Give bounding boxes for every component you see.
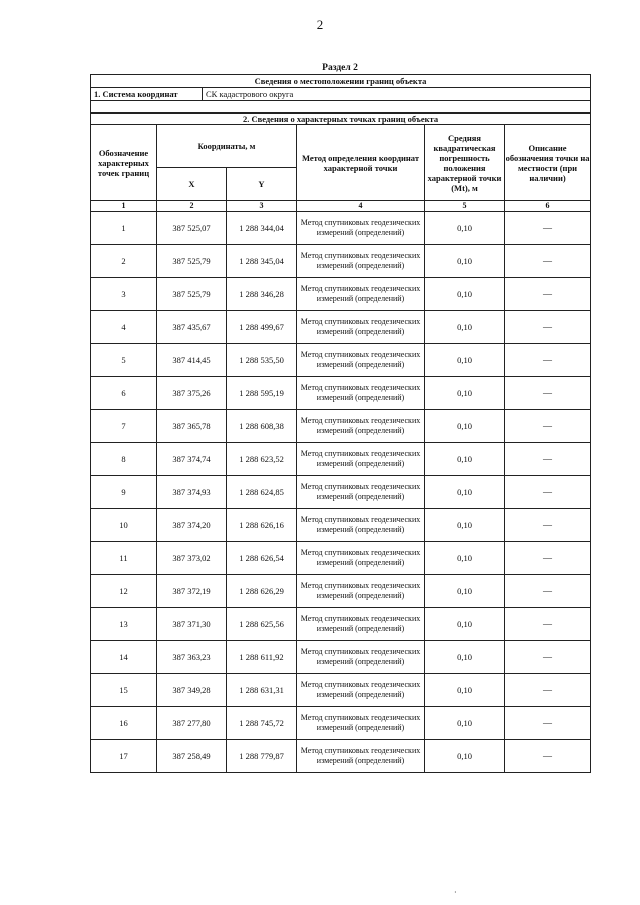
coord-x: 387 525,79 [157,278,227,311]
point-number: 7 [91,410,157,443]
point-number: 6 [91,377,157,410]
point-number: 17 [91,740,157,773]
coord-y: 1 288 779,87 [227,740,297,773]
accuracy-mt: 0,10 [425,278,505,311]
point-number: 10 [91,509,157,542]
table-row [91,344,591,377]
header-coordinates: Координаты, м [157,125,297,168]
point-description: — [505,740,591,773]
point-description: — [505,509,591,542]
accuracy-mt: 0,10 [425,641,505,674]
coord-x: 387 349,28 [157,674,227,707]
coord-x: 387 372,19 [157,575,227,608]
coord-y: 1 288 346,28 [227,278,297,311]
coord-y: 1 288 345,04 [227,245,297,278]
point-number: 16 [91,707,157,740]
table-row [91,542,591,575]
table-row [91,641,591,674]
accuracy-mt: 0,10 [425,707,505,740]
method: Метод спутниковых геодезических измерений (определений) [297,311,425,344]
table-row [91,608,591,641]
table-row [91,377,591,410]
table-row [91,410,591,443]
coord-x: 387 435,67 [157,311,227,344]
coord-y: 1 288 626,16 [227,509,297,542]
coord-x: 387 363,23 [157,641,227,674]
method: Метод спутниковых геодезических измерений (определений) [297,707,425,740]
method: Метод спутниковых геодезических измерений (определений) [297,674,425,707]
point-number: 14 [91,641,157,674]
col-number: 3 [227,201,297,212]
coord-x: 387 374,20 [157,509,227,542]
point-number: 12 [91,575,157,608]
table-row [91,575,591,608]
coord-y: 1 288 625,56 [227,608,297,641]
point-description: — [505,707,591,740]
point-number: 13 [91,608,157,641]
point-number: 5 [91,344,157,377]
method: Метод спутниковых геодезических измерений (определений) [297,410,425,443]
coord-y: 1 288 626,54 [227,542,297,575]
accuracy-mt: 0,10 [425,509,505,542]
accuracy-mt: 0,10 [425,674,505,707]
point-number: 1 [91,212,157,245]
method: Метод спутниковых геодезических измерений (определений) [297,641,425,674]
header-y: Y [227,168,297,201]
location-table [90,74,591,113]
header-method: Метод определения координат характерной точки [297,125,425,201]
table-row [91,707,591,740]
point-number: 9 [91,476,157,509]
coord-y: 1 288 499,67 [227,311,297,344]
method: Метод спутниковых геодезических измерений (определений) [297,278,425,311]
coord-system-label: 1. Система координат [91,88,203,101]
table-row [91,509,591,542]
location-title: Сведения о местоположении границ объекта [91,75,591,88]
coord-y: 1 288 745,72 [227,707,297,740]
point-description: — [505,278,591,311]
method: Метод спутниковых геодезических измерений (определений) [297,740,425,773]
header-x: X [157,168,227,201]
header-description: Описание обозначения точки на местности (при наличии) [505,125,591,201]
points-section-title: 2. Сведения о характерных точках границ объекта [91,114,591,125]
coord-x: 387 365,78 [157,410,227,443]
point-description: — [505,410,591,443]
coord-x: 387 525,07 [157,212,227,245]
table-row [91,245,591,278]
coord-x: 387 525,79 [157,245,227,278]
method: Метод спутниковых геодезических измерений (определений) [297,476,425,509]
point-number: 2 [91,245,157,278]
accuracy-mt: 0,10 [425,575,505,608]
point-description: — [505,344,591,377]
coord-y: 1 288 608,38 [227,410,297,443]
points-table [90,113,591,773]
table-row [91,476,591,509]
accuracy-mt: 0,10 [425,212,505,245]
accuracy-mt: 0,10 [425,443,505,476]
table-row [91,212,591,245]
col-number: 5 [425,201,505,212]
point-description: — [505,212,591,245]
accuracy-mt: 0,10 [425,410,505,443]
accuracy-mt: 0,10 [425,377,505,410]
spacer-row [91,101,591,113]
coord-y: 1 288 344,04 [227,212,297,245]
method: Метод спутниковых геодезических измерений (определений) [297,608,425,641]
table-row [91,443,591,476]
method: Метод спутниковых геодезических измерений (определений) [297,245,425,278]
coord-y: 1 288 624,85 [227,476,297,509]
col-number: 2 [157,201,227,212]
accuracy-mt: 0,10 [425,740,505,773]
point-number: 8 [91,443,157,476]
coord-x: 387 374,93 [157,476,227,509]
header-accuracy: Средняя квадратическая погрешность положения характерной точки (Mt), м [425,125,505,201]
point-description: — [505,311,591,344]
table-row [91,311,591,344]
point-description: — [505,674,591,707]
point-description: — [505,641,591,674]
method: Метод спутниковых геодезических измерений (определений) [297,575,425,608]
method: Метод спутниковых геодезических измерений (определений) [297,212,425,245]
point-description: — [505,542,591,575]
point-description: — [505,245,591,278]
point-description: — [505,443,591,476]
coord-y: 1 288 611,92 [227,641,297,674]
header-point-designation: Обозначение характерных точек границ [91,125,157,201]
coord-y: 1 288 535,50 [227,344,297,377]
point-description: — [505,476,591,509]
table-row [91,674,591,707]
accuracy-mt: 0,10 [425,542,505,575]
section-title: Раздел 2 [322,63,358,73]
coord-x: 387 373,02 [157,542,227,575]
col-number: 4 [297,201,425,212]
point-number: 11 [91,542,157,575]
point-description: — [505,575,591,608]
coord-x: 387 374,74 [157,443,227,476]
coord-y: 1 288 623,52 [227,443,297,476]
method: Метод спутниковых геодезических измерений (определений) [297,344,425,377]
point-number: 3 [91,278,157,311]
method: Метод спутниковых геодезических измерений (определений) [297,377,425,410]
accuracy-mt: 0,10 [425,245,505,278]
accuracy-mt: 0,10 [425,608,505,641]
accuracy-mt: 0,10 [425,311,505,344]
accuracy-mt: 0,10 [425,476,505,509]
points-table-body [91,212,591,773]
table-row [91,740,591,773]
point-description: — [505,377,591,410]
point-number: 15 [91,674,157,707]
col-number: 6 [505,201,591,212]
point-number: 4 [91,311,157,344]
coord-x: 387 258,49 [157,740,227,773]
table-row [91,278,591,311]
method: Метод спутниковых геодезических измерений (определений) [297,509,425,542]
method: Метод спутниковых геодезических измерений (определений) [297,443,425,476]
col-number: 1 [91,201,157,212]
coord-x: 387 371,30 [157,608,227,641]
method: Метод спутниковых геодезических измерений (определений) [297,542,425,575]
coord-x: 387 277,80 [157,707,227,740]
point-description: — [505,608,591,641]
coord-y: 1 288 626,29 [227,575,297,608]
accuracy-mt: 0,10 [425,344,505,377]
coord-y: 1 288 595,19 [227,377,297,410]
coord-y: 1 288 631,31 [227,674,297,707]
scan-dot: · [454,888,457,897]
page-number: 2 [316,17,324,32]
coord-x: 387 414,45 [157,344,227,377]
coord-x: 387 375,26 [157,377,227,410]
coord-system-value: СК кадастрового округа [203,88,591,101]
